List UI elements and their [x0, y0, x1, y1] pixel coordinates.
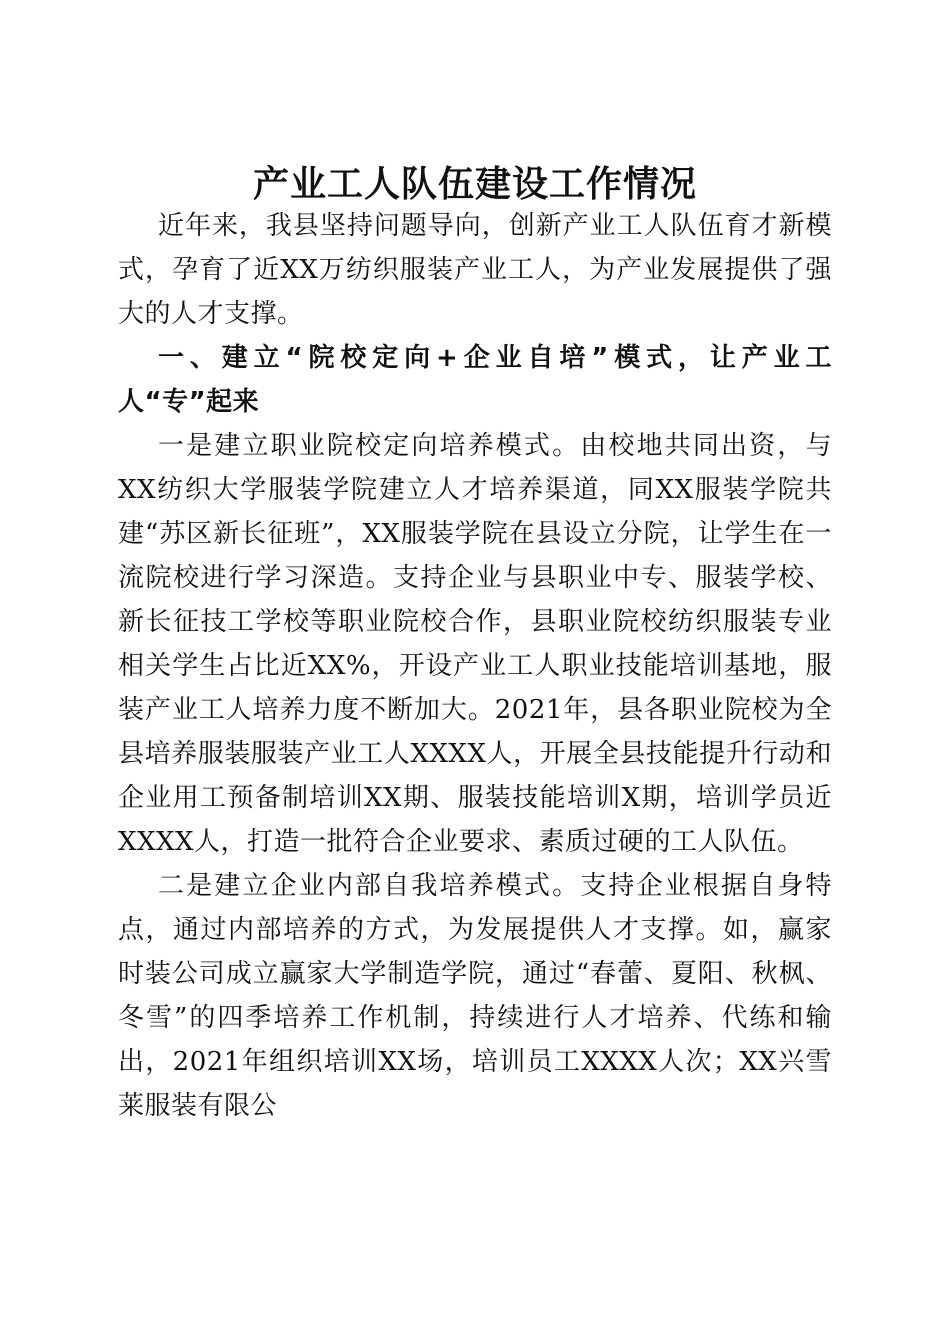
document-title: 产业工人队伍建设工作情况	[252, 163, 697, 206]
paragraph-enterprise-training	[118, 864, 832, 1128]
paragraph-vocational-training	[118, 424, 832, 864]
paragraph-text: 支持企业根据自身特点，通过内部培养的方式，为发展提供人才支撑。如，赢家时装公司成立赢家大学制造学院，通过“春蕾、夏阳、秋枫、冬雪”的四季培养工作机制，持续进行人才培养、代练和输出，2021年组织培训XX场，培训员工XXXX人次；XX兴雪莱服装有限公	[118, 871, 832, 1121]
paragraph-lead: 一是建立职业院校定向培养模式。	[158, 431, 581, 461]
document-body	[118, 204, 832, 1128]
intro-paragraph: 近年来，我县坚持问题导向，创新产业工人队伍育才新模式，孕育了近XX万纺织服装产业工人，为产业发展提供了强大的人才支撑。	[118, 211, 832, 329]
section-heading: 一、建立“院校定向+企业自培”模式，让产业工人“专”起来	[118, 343, 832, 417]
paragraph-lead: 二是建立企业内部自我培养模式。	[158, 871, 581, 901]
paragraph-text: 由校地共同出资，与XX纺织大学服装学院建立人才培养渠道，同XX服装学院共建“苏区新长征班”，XX服装学院在县设立分院，让学生在一流院校进行学习深造。支持企业与县职业中专、服装学校、新长征技工学校等职业院校合作，县职业院校纺织服装专业相关学生占比近XX%，开设产业工人职业技能培训基地，服装产业工人培养力度不断加大。2021年，县各职业院校为全县培养服装服装产业工人XXXX人，开展全县技能提升行动和企业用工预备制培训XX期、服装技能培训X期，培训学员近XXXX人，打造一批符合企业要求、素质过硬的工人队伍。	[118, 431, 832, 857]
